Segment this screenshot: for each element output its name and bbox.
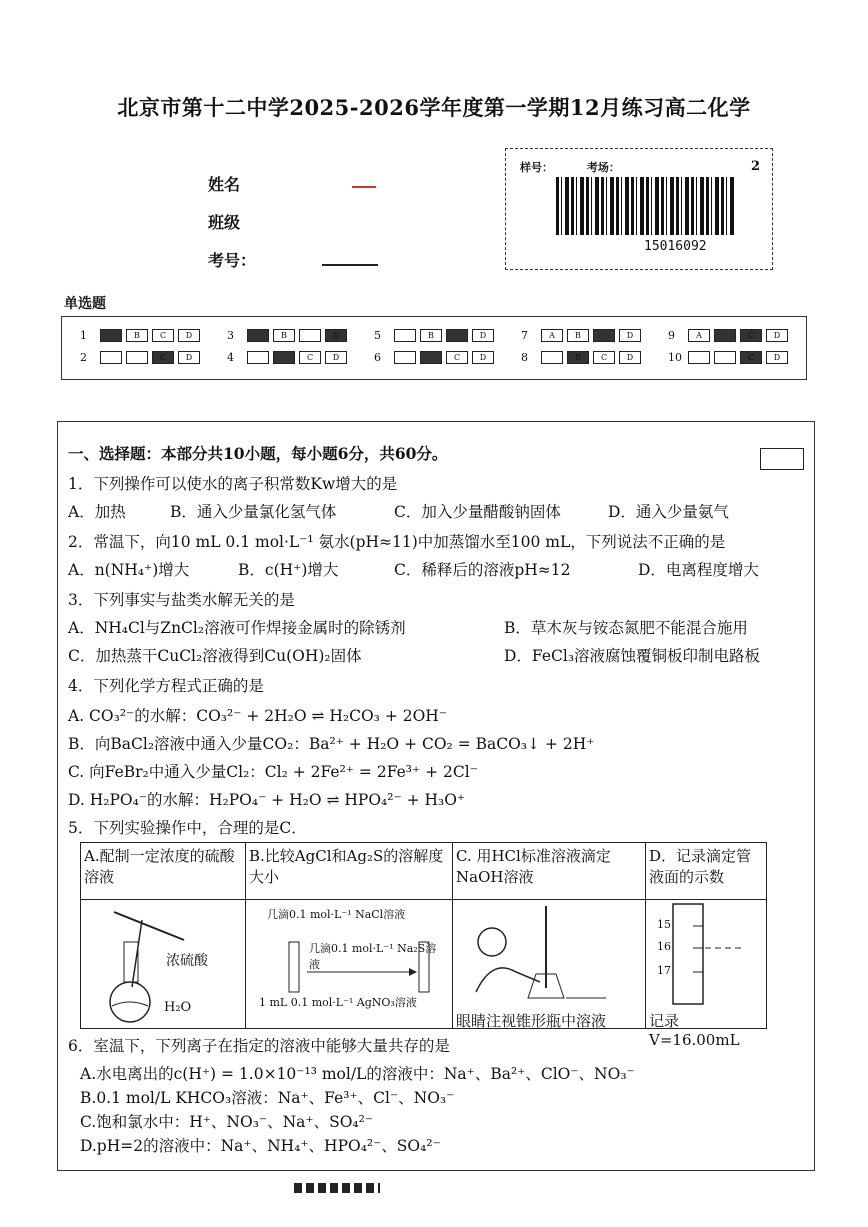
answer-bubble[interactable]: A — [688, 329, 710, 342]
answer-bubble[interactable]: C — [152, 351, 174, 364]
tick-15: 15 — [657, 918, 671, 931]
exp-figure-d — [646, 900, 767, 1049]
acid-label: 浓硫酸 — [166, 953, 208, 969]
answer-bubble[interactable] — [714, 351, 736, 364]
answer-bubble[interactable]: D — [619, 351, 641, 364]
answer-bubble[interactable] — [126, 351, 148, 364]
answer-bubble[interactable]: B — [420, 329, 442, 342]
q4-option-d: D. H₂PO₄⁻的水解：H₂PO₄⁻ + H₂O ⇌ HPO₄²⁻ + H₃O⁺ — [68, 791, 466, 809]
q1-option-c: C．加入少量醋酸钠固体 — [394, 503, 561, 521]
q6-option-d: D.pH=2的溶液中：Na⁺、NH₄⁺、HPO₄²⁻、SO₄²⁻ — [80, 1137, 441, 1155]
answer-bubble[interactable] — [394, 351, 416, 364]
answer-number: 1 — [80, 329, 87, 342]
answer-bubble[interactable]: D — [178, 329, 200, 342]
answer-bubble[interactable] — [394, 329, 416, 342]
nacl-label: 几滴0.1 mol·L⁻¹ NaCl溶液 — [267, 908, 406, 921]
answer-bubble[interactable]: B — [273, 329, 295, 342]
name-line — [352, 186, 376, 188]
answer-bubble[interactable] — [420, 351, 442, 364]
answer-bubble[interactable] — [541, 351, 563, 364]
answer-bubble[interactable]: D — [619, 329, 641, 342]
q4-option-b: B．向BaCl₂溶液中通入少量CO₂：Ba²⁺ + H₂O + CO₂ = BaCO₃↓ + 2H⁺ — [68, 735, 595, 753]
answer-bubble[interactable] — [100, 351, 122, 364]
q1-option-b: B．通入少量氯化氢气体 — [170, 503, 337, 521]
exp-header-b: B.比较AgCl和Ag₂S的溶解度大小 — [246, 843, 453, 900]
answer-number: 3 — [227, 329, 234, 342]
answer-item-5[interactable] — [374, 329, 494, 342]
q3-option-d: D．FeCl₃溶液腐蚀覆铜板印制电路板 — [504, 647, 761, 665]
answer-bubble[interactable]: C — [740, 351, 762, 364]
exp-figure-c — [453, 900, 646, 1029]
answer-number: 9 — [668, 329, 675, 342]
answer-number: 4 — [227, 351, 234, 364]
answer-bubble[interactable] — [299, 329, 321, 342]
flask-icon — [84, 902, 242, 1026]
exp-header-a: A.配制一定浓度的硫酸溶液 — [81, 843, 246, 900]
answer-item-10[interactable] — [668, 351, 788, 364]
answer-item-2[interactable] — [80, 351, 200, 364]
q4-option-a: A. CO₃²⁻的水解：CO₃²⁻ + 2H₂O ⇌ H₂CO₃ + 2OH⁻ — [68, 707, 448, 725]
question-1: 1．下列操作可以使水的离子积常数Kw增大的是 — [68, 475, 398, 493]
answer-item-1[interactable] — [80, 329, 200, 342]
answer-bubble[interactable]: B — [126, 329, 148, 342]
question-5: 5．下列实验操作中，合理的是C． — [68, 819, 307, 837]
class-label: 班级 — [208, 213, 241, 232]
answer-item-3[interactable] — [227, 329, 347, 342]
titration-icon — [456, 902, 642, 1006]
answer-bubble[interactable] — [100, 329, 122, 342]
q3-option-a: A．NH₄Cl与ZnCl₂溶液可作焊接金属时的除锈剂 — [68, 619, 406, 637]
answer-bubble[interactable]: C — [299, 351, 321, 364]
answer-bubble[interactable]: D — [472, 329, 494, 342]
burette-caption: 记录V=16.00mL — [649, 1012, 740, 1049]
q3-option-b: B．草木灰与铵态氮肥不能混合施用 — [504, 619, 748, 637]
question-panel — [57, 421, 815, 1171]
answer-bubble[interactable]: C — [152, 329, 174, 342]
barcode-number: 15016092 — [644, 239, 707, 254]
name-label: 姓名 — [208, 175, 241, 194]
answer-bubble[interactable] — [714, 329, 736, 342]
q6-option-c: C.饱和氯水中：H⁺、NO₃⁻、Na⁺、SO₄²⁻ — [80, 1113, 374, 1131]
answer-number: 2 — [80, 351, 87, 364]
room-value: 2 — [750, 159, 760, 174]
section-header: 一、选择题：本部分共10小题，每小题6分，共60分。 — [68, 444, 448, 463]
answer-bubble[interactable]: B — [567, 351, 589, 364]
answer-bubble[interactable] — [593, 329, 615, 342]
page-footer-marks — [294, 1183, 380, 1193]
tick-17: 17 — [657, 964, 671, 977]
answer-bubble[interactable] — [247, 329, 269, 342]
answer-bubble[interactable] — [247, 351, 269, 364]
q4-option-c: C. 向FeBr₂中通入少量Cl₂：Cl₂ + 2Fe²⁺ = 2Fe³⁺ + 2Cl⁻ — [68, 763, 478, 781]
answer-item-7[interactable] — [521, 329, 641, 342]
answer-number: 6 — [374, 351, 381, 364]
titration-caption: 眼睛注视锥形瓶中溶液 — [456, 1012, 607, 1030]
score-box — [760, 448, 804, 470]
question-4: 4．下列化学方程式正确的是 — [68, 677, 264, 695]
answer-bubble[interactable]: D — [178, 351, 200, 364]
q2-option-d: D．电离程度增大 — [638, 561, 759, 579]
q3-option-c: C．加热蒸干CuCl₂溶液得到Cu(OH)₂固体 — [68, 647, 362, 665]
q6-option-a: A.水电离出的c(H⁺) = 1.0×10⁻¹³ mol/L的溶液中：Na⁺、Ba²⁺、ClO⁻、NO₃⁻ — [80, 1065, 635, 1083]
answer-bubble[interactable]: D — [472, 351, 494, 364]
barcode-bars — [556, 177, 736, 235]
question-2: 2．常温下，向10 mL 0.1 mol·L⁻¹ 氨水(pH≈11)中加蒸馏水至100 mL，下列说法不正确的是 — [68, 533, 726, 551]
question-6: 6．室温下，下列离子在指定的溶液中能够大量共存的是 — [68, 1037, 450, 1055]
answer-bubble[interactable] — [688, 351, 710, 364]
q2-option-a: A．n(NH₄⁺)增大 — [68, 561, 190, 579]
water-label: H₂O — [164, 1000, 192, 1015]
answer-bubble[interactable]: D — [766, 351, 788, 364]
answer-bubble[interactable]: D — [766, 329, 788, 342]
id-line — [322, 264, 378, 266]
agno3-label: 1 mL 0.1 mol·L⁻¹ AgNO₃溶液 — [259, 996, 417, 1009]
answer-bubble[interactable]: D — [325, 351, 347, 364]
q2-option-c: C．稀释后的溶液pH≈12 — [394, 561, 571, 579]
answer-bubble[interactable]: C — [740, 329, 762, 342]
answer-bubble[interactable]: B — [567, 329, 589, 342]
answer-number: 7 — [521, 329, 528, 342]
answer-item-4[interactable] — [227, 351, 347, 364]
na2s-label: 几滴0.1 mol·L⁻¹ Na₂S溶液 — [309, 942, 437, 971]
page-title: 北京市第十二中学2025-2026学年度第一学期12月练习高二化学 — [117, 95, 751, 120]
answer-bubble[interactable]: D — [325, 329, 347, 342]
answer-bubble[interactable]: C — [593, 351, 615, 364]
exp-figure-a — [81, 900, 246, 1029]
tick-16: 16 — [657, 940, 671, 953]
section-label: 单选题 — [64, 296, 106, 312]
id-label: 考号： — [208, 251, 257, 270]
seat-label: 样号： — [520, 161, 553, 174]
answer-item-6[interactable] — [374, 351, 494, 364]
barcode-label — [505, 148, 773, 270]
answer-item-8[interactable] — [521, 351, 641, 364]
answer-bubble[interactable] — [273, 351, 295, 364]
answer-item-9[interactable] — [668, 329, 788, 342]
q6-option-b: B.0.1 mol/L KHCO₃溶液：Na⁺、Fe³⁺、Cl⁻、NO₃⁻ — [80, 1089, 455, 1107]
q2-option-b: B．c(H⁺)增大 — [238, 561, 339, 579]
answer-number: 10 — [668, 351, 682, 364]
q1-option-d: D．通入少量氨气 — [608, 503, 729, 521]
question-3: 3．下列事实与盐类水解无关的是 — [68, 591, 295, 609]
answer-bubble[interactable]: C — [446, 351, 468, 364]
exp-header-c: C. 用HCl标准溶液滴定NaOH溶液 — [453, 843, 646, 900]
answer-sheet — [61, 316, 807, 380]
answer-number: 5 — [374, 329, 381, 342]
answer-bubble[interactable] — [446, 329, 468, 342]
answer-bubble[interactable]: A — [541, 329, 563, 342]
room-label: 考场： — [586, 161, 620, 174]
exp-header-d: D．记录滴定管液面的示数 — [646, 843, 767, 900]
q1-option-a: A．加热 — [68, 503, 126, 521]
exp-figure-b — [246, 900, 453, 1029]
answer-number: 8 — [521, 351, 528, 364]
